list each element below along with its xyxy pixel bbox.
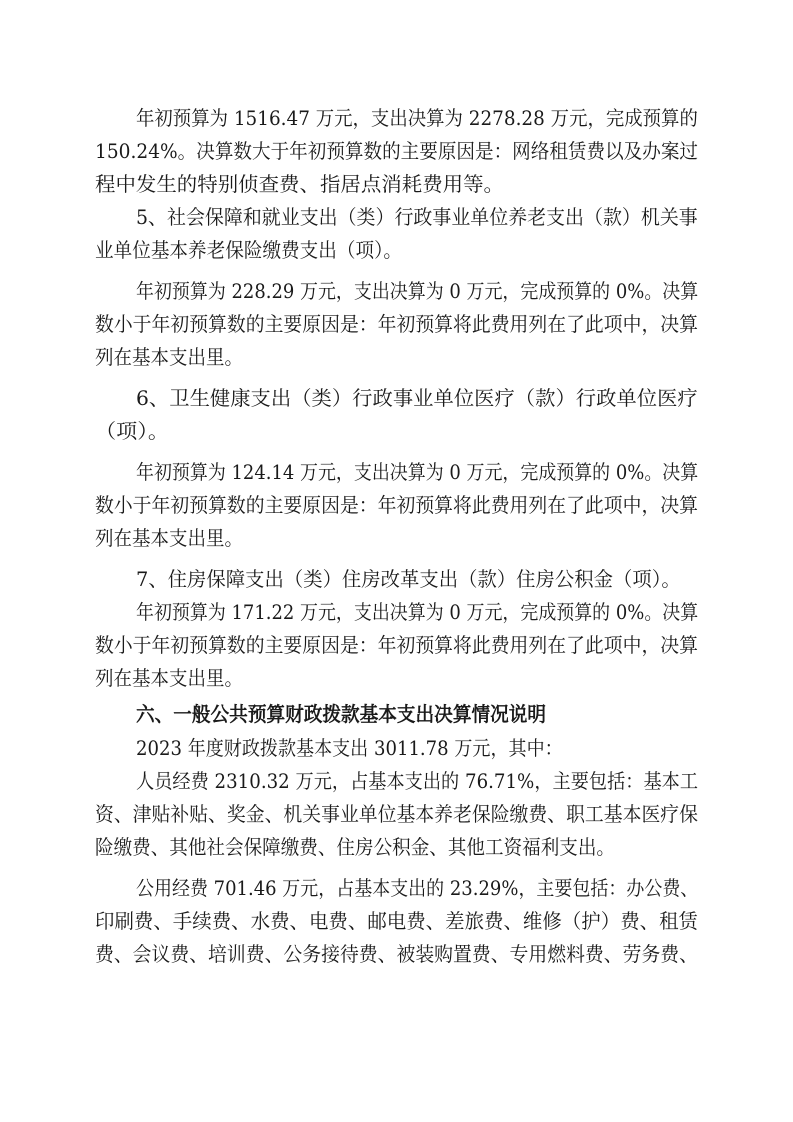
section-item-title: （项）。 — [95, 419, 169, 443]
section-heading: 六、一般公共预算财政拨款基本支出决算情况说明 — [136, 702, 546, 726]
body-line: 年初预算为 171.22 万元，支出决算为 0 万元，完成预算的 0%。决算 — [136, 600, 699, 624]
body-line: 列在基本支出里。 — [95, 345, 243, 369]
body-line: 列在基本支出里。 — [95, 526, 243, 550]
body-line: 公用经费 701.46 万元，占基本支出的 23.29%，主要包括：办公费、 — [136, 876, 699, 900]
body-line: 数小于年初预算数的主要原因是：年初预算将此费用列在了此项中，决算 — [95, 312, 698, 336]
body-line: 资、津贴补贴、奖金、机关事业单位基本养老保险缴费、职工基本医疗保 — [95, 802, 698, 826]
body-line: 数小于年初预算数的主要原因是：年初预算将此费用列在了此项中，决算 — [95, 633, 698, 657]
body-line: 印刷费、手续费、水费、电费、邮电费、差旅费、维修（护）费、租赁 — [95, 909, 698, 933]
body-line: 险缴费、其他社会保障缴费、住房公积金、其他工资福利支出。 — [95, 835, 615, 859]
body-line: 费、会议费、培训费、公务接待费、被装购置费、专用燃料费、劳务费、 — [95, 942, 698, 966]
section-item-title: 6、卫生健康支出（类）行政事业单位医疗（款）行政单位医疗 — [136, 386, 698, 410]
body-line: 年初预算为 228.29 万元，支出决算为 0 万元，完成预算的 0%。决算 — [136, 279, 699, 303]
body-line: 数小于年初预算数的主要原因是：年初预算将此费用列在了此项中，决算 — [95, 493, 698, 517]
body-line: 年初预算为 1516.47 万元，支出决算为 2278.28 万元，完成预算的 — [136, 106, 698, 130]
body-line: 人员经费 2310.32 万元，占基本支出的 76.71%，主要包括：基本工 — [136, 769, 699, 793]
section-item-title: 7、住房保障支出（类）住房改革支出（款）住房公积金（项）。 — [136, 567, 681, 591]
section-item-title: 业单位基本养老保险缴费支出（项）。 — [95, 238, 402, 262]
body-line: 2023 年度财政拨款基本支出 3011.78 万元，其中： — [136, 736, 563, 760]
body-line: 程中发生的特别侦查费、指居点消耗费用等。 — [95, 172, 504, 196]
body-line: 列在基本支出里。 — [95, 666, 243, 690]
body-line: 150.24%。决算数大于年初预算数的主要原因是：网络租赁费以及办案过 — [95, 139, 698, 163]
section-item-title: 5、社会保障和就业支出（类）行政事业单位养老支出（款）机关事 — [136, 205, 698, 229]
body-line: 年初预算为 124.14 万元，支出决算为 0 万元，完成预算的 0%。决算 — [136, 460, 699, 484]
